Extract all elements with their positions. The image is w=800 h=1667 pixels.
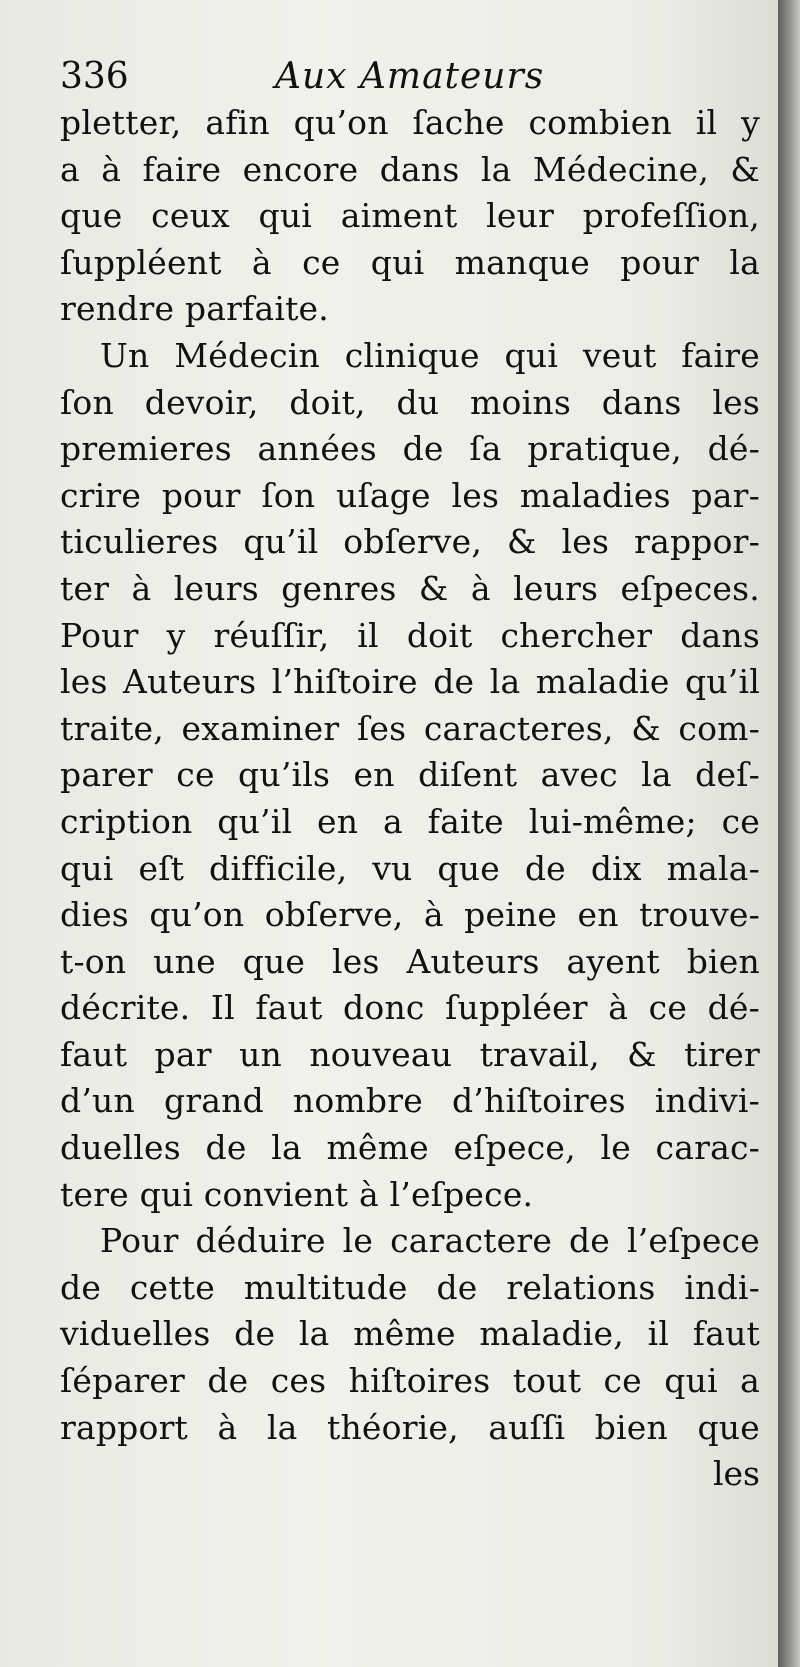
text-line: t-on une que les Auteurs ayent bien	[60, 941, 760, 981]
text-line: viduelles de la même maladie, il faut	[60, 1314, 760, 1354]
page-header	[60, 48, 760, 100]
page-number: 336	[60, 56, 129, 97]
text-line: ticulieres qu’il obſerve, & les rappor-	[60, 522, 760, 562]
text-line: les Auteurs l’hiſtoire de la maladie qu’il	[60, 662, 760, 702]
text-line: tere qui convient à l’eſpece.	[60, 1174, 534, 1214]
text-line: qui eſt difficile, vu que de dix mala-	[60, 848, 760, 888]
catchword: les	[712, 1454, 760, 1494]
text-line: Pour déduire le caractere de l’eſpece	[100, 1221, 760, 1261]
text-line: Un Médecin clinique qui veut faire	[100, 335, 760, 375]
text-line: rapport à la théorie, auſſi bien que	[60, 1407, 760, 1447]
page-gutter-shadow	[778, 0, 800, 1667]
text-line: cription qu’il en a faite lui-même; ce	[60, 801, 760, 841]
text-line: duelles de la même eſpece, le carac-	[60, 1128, 760, 1168]
text-line: ſéparer de ces hiſtoires tout ce qui a	[60, 1361, 760, 1401]
text-line: parer ce qu’ils en diſent avec la deſ-	[60, 755, 760, 795]
text-line: décrite. Il faut donc ſuppléer à ce dé-	[60, 988, 760, 1028]
text-line: ſon devoir, doit, du moins dans les	[60, 382, 760, 422]
text-line: rendre parfaite.	[60, 289, 329, 329]
text-line: faut par un nouveau travail, & tirer	[60, 1034, 760, 1074]
running-head: Aux Amateurs	[275, 56, 545, 97]
text-line: de cette multitude de relations indi-	[60, 1267, 760, 1307]
text-line: que ceux qui aiment leur profeſſion,	[60, 196, 760, 236]
body-text	[60, 100, 760, 1451]
text-line: dies qu’on obſerve, à peine en trouve-	[60, 895, 760, 935]
text-line: pletter, afin qu’on ſache combien il y	[60, 103, 760, 142]
text-line: Pour y réuſſir, il doit chercher dans	[60, 615, 760, 655]
text-line: crire pour ſon uſage les maladies par-	[60, 475, 760, 515]
text-block	[60, 48, 760, 1497]
text-line: traite, examiner ſes caracteres, & com-	[60, 708, 760, 748]
text-line: premieres années de ſa pratique, dé-	[60, 429, 760, 469]
text-line: ter à leurs genres & à leurs eſpeces.	[60, 568, 760, 608]
text-line: d’un grand nombre d’hiſtoires indivi-	[60, 1081, 760, 1121]
text-line: a à faire encore dans la Médecine, &	[60, 149, 760, 189]
text-line: ſuppléent à ce qui manque pour la	[60, 242, 760, 282]
